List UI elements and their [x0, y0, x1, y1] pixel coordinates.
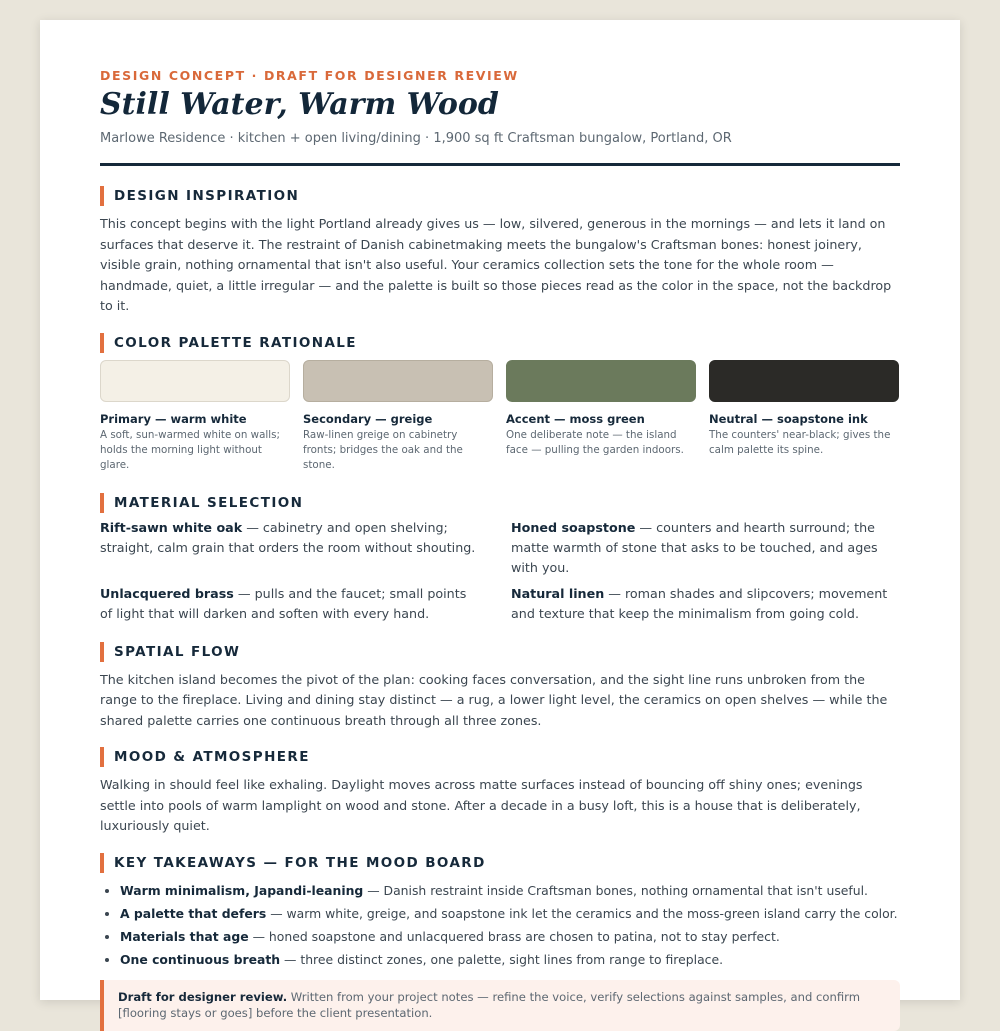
- color-chip: [303, 360, 493, 402]
- header-divider: [100, 163, 900, 166]
- color-chip: [100, 360, 290, 402]
- material-name: Honed soapstone: [511, 519, 636, 535]
- material-item: [100, 584, 480, 624]
- inspiration-text: This concept begins with the light Portland already gives us — low, silvered, generous in the mornings — and lets it land on surfaces that deserve it. The restraint of Danish cabinetmaking meets the bungalow's Craftsman bones: honest joinery, visible grain, nothing ornamental that isn't also useful. Your ceramics collection sets the tone for the whole room — handmade, quiet, a little irregular — and the palette is built so those pieces read as the color in the space, not the backdrop to it.: [100, 216, 892, 313]
- section-heading-palette: [100, 333, 900, 353]
- swatch-name: Accent — moss green: [506, 411, 645, 426]
- document-page: [40, 20, 960, 1021]
- material-desc: — counters and hearth surround; the matte warmth of stone that asks to be touched, and ages with you.: [511, 519, 878, 575]
- section-accent-bar: [100, 747, 104, 767]
- material-item: [100, 518, 480, 578]
- material-desc: — cabinetry and open shelving; straight, calm grain that orders the room without shouting.: [100, 519, 476, 555]
- section-accent-bar: [100, 186, 104, 206]
- section-heading-text: MOOD & ATMOSPHERE: [114, 749, 310, 765]
- material-item: [511, 518, 901, 578]
- section-heading-text: KEY TAKEAWAYS — FOR THE MOOD BOARD: [114, 854, 486, 871]
- takeaway-text: — Danish restraint inside Craftsman bones, nothing ornamental that isn't useful.: [363, 882, 868, 898]
- eyebrow-label: DESIGN CONCEPT · DRAFT FOR DESIGNER REVIEW: [100, 68, 519, 83]
- review-note: [100, 980, 900, 1031]
- section-heading-inspiration: [100, 186, 900, 206]
- page-subtitle: Marlowe Residence · kitchen + open living/dining · 1,900 sq ft Craftsman bungalow, Portland, OR: [100, 131, 732, 146]
- section-heading-flow: [100, 642, 900, 662]
- swatch-name: Primary — warm white: [100, 411, 247, 426]
- takeaway-title: A palette that defers: [120, 905, 267, 921]
- palette-swatches: [100, 360, 900, 473]
- swatch-secondary: [303, 360, 493, 473]
- section-heading-mood: [100, 747, 900, 767]
- takeaways-list: [100, 879, 900, 972]
- takeaway-title: Warm minimalism, Japandi-leaning: [120, 882, 364, 898]
- list-item: [120, 902, 900, 925]
- note-title: Draft for designer review.: [118, 989, 288, 1004]
- list-item: [120, 925, 900, 948]
- material-item: [511, 584, 901, 624]
- section-accent-bar: [100, 493, 104, 513]
- swatch-neutral: [709, 360, 899, 473]
- section-heading-text: DESIGN INSPIRATION: [114, 188, 300, 204]
- materials-grid: [100, 518, 900, 624]
- swatch-name: Neutral — soapstone ink: [709, 411, 868, 426]
- color-chip: [709, 360, 899, 402]
- section-heading-takeaways: [100, 853, 900, 873]
- mood-text: Walking in should feel like exhaling. Daylight moves across matte surfaces instead of bouncing off shiny ones; evenings settle into pools of warm lamplight on wood and stone. After a decade in a busy loft, this is a house that is deliberately, luxuriously quiet.: [100, 777, 863, 833]
- section-accent-bar: [100, 333, 104, 353]
- swatch-description: One deliberate note — the island face — pulling the garden indoors.: [506, 428, 684, 456]
- swatch-description: The counters' near-black; gives the calm palette its spine.: [709, 428, 891, 456]
- material-desc: — roman shades and slipcovers; movement and texture that keep the minimalism from going cold.: [511, 585, 888, 621]
- section-accent-bar: [100, 642, 104, 662]
- material-name: Rift-sawn white oak: [100, 519, 243, 535]
- material-desc: — pulls and the faucet; small points of light that will darken and soften with every hand.: [100, 585, 467, 621]
- section-heading-text: COLOR PALETTE RATIONALE: [114, 334, 357, 351]
- swatch-name: Secondary — greige: [303, 411, 433, 426]
- takeaway-text: — three distinct zones, one palette, sight lines from range to fireplace.: [280, 952, 724, 968]
- material-name: Natural linen: [511, 585, 605, 601]
- takeaway-title: One continuous breath: [120, 952, 281, 968]
- takeaway-text: — warm white, greige, and soapstone ink let the ceramics and the moss-green island carry the color.: [266, 905, 898, 921]
- section-heading-text: MATERIAL SELECTION: [114, 494, 304, 511]
- section-accent-bar: [100, 853, 104, 873]
- section-heading-text: SPATIAL FLOW: [114, 643, 241, 660]
- note-text: Written from your project notes — refine the voice, verify selections against samples, and confirm [flooring stays or goes] before the client presentation.: [118, 989, 861, 1021]
- list-item: [120, 948, 900, 971]
- material-name: Unlacquered brass: [100, 585, 234, 601]
- color-chip: [506, 360, 696, 402]
- page-title: Still Water, Warm Wood: [100, 87, 499, 122]
- swatch-primary: [100, 360, 290, 473]
- section-heading-materials: [100, 493, 900, 513]
- list-item: [120, 879, 900, 902]
- swatch-accent: [506, 360, 696, 473]
- takeaway-text: — honed soapstone and unlacquered brass are chosen to patina, not to stay perfect.: [248, 929, 780, 945]
- flow-text: The kitchen island becomes the pivot of the plan: cooking faces conversation, and the sight line runs unbroken from the range to the fireplace. Living and dining stay distinct — a rug, a lower light level, the ceramics on open shelves — while the shared palette carries one continuous breath through all three zones.: [100, 671, 888, 728]
- swatch-description: A soft, sun-warmed white on walls; holds the morning light without glare.: [100, 428, 280, 471]
- takeaway-title: Materials that age: [120, 929, 249, 945]
- swatch-description: Raw-linen greige on cabinetry fronts; bridges the oak and the stone.: [303, 428, 463, 471]
